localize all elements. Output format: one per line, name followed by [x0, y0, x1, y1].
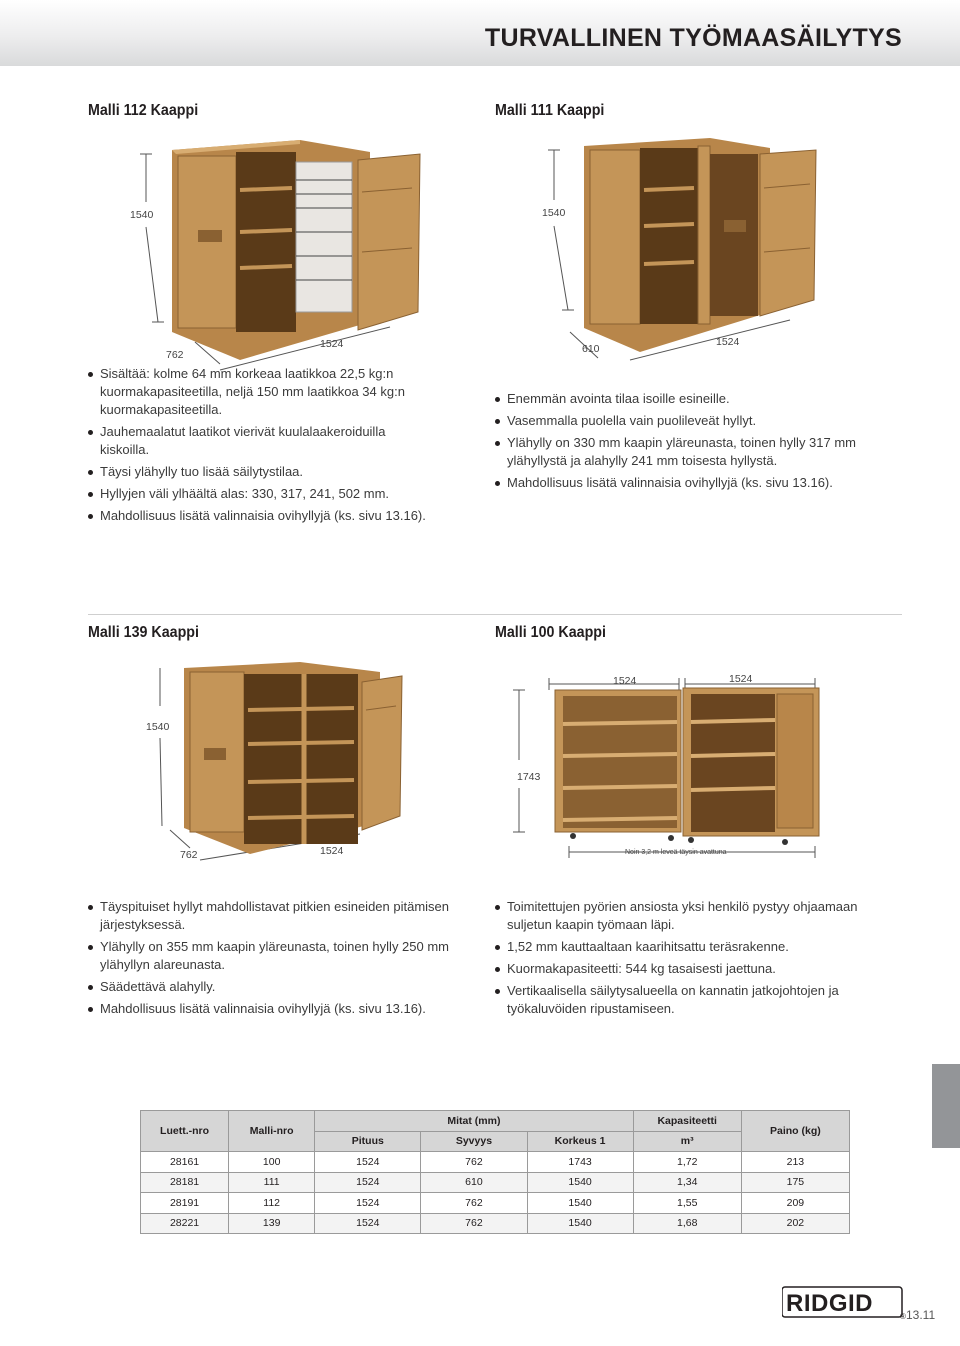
col-weight: Paino (kg)	[741, 1111, 849, 1152]
model-112-features	[88, 365, 428, 529]
table-cell: 1,34	[633, 1172, 741, 1193]
feature-item: Mahdollisuus lisätä valinnaisia ovihyllyjä (ks. sivu 13.16).	[88, 507, 428, 525]
feature-item: Mahdollisuus lisätä valinnaisia ovihyllyjä (ks. sivu 13.16).	[88, 1000, 488, 1018]
model-111-features	[495, 390, 905, 496]
spec-table	[140, 1110, 850, 1234]
col-capacity: Kapasiteetti	[633, 1111, 741, 1132]
dim-height-112: 1540	[130, 209, 154, 221]
model-100-features	[495, 898, 905, 1022]
table-cell: 100	[229, 1152, 315, 1173]
model-100-image	[505, 664, 835, 864]
col-dimensions: Mitat (mm)	[315, 1111, 633, 1132]
dim-height-139: 1540	[146, 721, 170, 733]
col-length: Pituus	[315, 1131, 421, 1152]
dim-width-112: 1524	[320, 338, 344, 350]
table-cell: 762	[421, 1193, 527, 1214]
table-cell: 28181	[141, 1172, 229, 1193]
side-tab-marker	[932, 1064, 960, 1148]
dim-width-139: 1524	[320, 845, 344, 857]
model-139-image	[140, 658, 460, 868]
feature-item: Vasemmalla puolella vain puolileveät hyllyt.	[495, 412, 905, 430]
table-cell: 762	[421, 1213, 527, 1234]
table-cell: 112	[229, 1193, 315, 1214]
dim-width-left-100: 1524	[613, 675, 637, 687]
col-capacity-unit: m³	[633, 1131, 741, 1152]
model-111-heading: Malli 111 Kaappi	[495, 102, 605, 119]
table-cell: 1540	[527, 1172, 633, 1193]
table-cell: 28191	[141, 1193, 229, 1214]
dim-depth-111: 610	[582, 343, 600, 355]
table-cell: 111	[229, 1172, 315, 1193]
model-139-heading: Malli 139 Kaappi	[88, 624, 199, 641]
col-model-no: Malli-nro	[229, 1111, 315, 1152]
table-cell: 1524	[315, 1213, 421, 1234]
table-cell: 1743	[527, 1152, 633, 1173]
table-cell: 1540	[527, 1193, 633, 1214]
table-cell: 762	[421, 1152, 527, 1173]
table-cell: 28161	[141, 1152, 229, 1173]
page-number: 13.11	[906, 1308, 936, 1322]
feature-item: Vertikaalisella säilytysalueella on kannatin jatkojohtojen ja työkaluvöiden ripustamiseen.	[495, 982, 905, 1018]
table-cell: 1,55	[633, 1193, 741, 1214]
table-cell: 1,72	[633, 1152, 741, 1173]
table-cell: 175	[741, 1172, 849, 1193]
col-height: Korkeus 1	[527, 1131, 633, 1152]
table-cell: 1,68	[633, 1213, 741, 1234]
dim-width-111: 1524	[716, 336, 740, 348]
table-cell: 1540	[527, 1213, 633, 1234]
table-cell: 213	[741, 1152, 849, 1173]
dim-depth-112: 762	[166, 349, 184, 361]
table-cell: 1524	[315, 1172, 421, 1193]
page-title: TURVALLINEN TYÖMAASÄILYTYS	[484, 24, 902, 52]
open-width-note-100: Noin 3,2 m leveä täysin avattuna	[625, 849, 727, 856]
table-cell: 28221	[141, 1213, 229, 1234]
feature-item: Ylähylly on 355 mm kaapin yläreunasta, toinen hylly 250 mm ylähyllyn alareunasta.	[88, 938, 488, 974]
model-139-features	[88, 898, 488, 1022]
feature-item: Sisältää: kolme 64 mm korkeaa laatikkoa 22,5 kg:n kuormakapasiteetilla, neljä 150 mm laatikkoa 34 kg:n kuormakapasiteetilla.	[88, 365, 428, 419]
brand-trademark: ®	[900, 1312, 906, 1321]
table-cell: 209	[741, 1193, 849, 1214]
table-row	[141, 1213, 850, 1234]
table-cell: 610	[421, 1172, 527, 1193]
table-cell: 139	[229, 1213, 315, 1234]
table-cell: 1524	[315, 1152, 421, 1173]
table-cell: 202	[741, 1213, 849, 1234]
model-111-image	[510, 132, 860, 372]
model-112-image	[100, 132, 460, 372]
feature-item: Hyllyjen väli ylhäältä alas: 330, 317, 241, 502 mm.	[88, 485, 428, 503]
table-cell: 1524	[315, 1193, 421, 1214]
col-catalog-no: Luett.-nro	[141, 1111, 229, 1152]
brand-name: RIDGID	[786, 1290, 873, 1317]
dim-width-right-100: 1524	[729, 673, 753, 685]
feature-item: Toimitettujen pyörien ansiosta yksi henkilö pystyy ohjaamaan suljetun kaapin työmaan läpi.	[495, 898, 905, 934]
feature-item: Täyspituiset hyllyt mahdollistavat pitkien esineiden pitämisen järjestyksessä.	[88, 898, 488, 934]
feature-item: Kuormakapasiteetti: 544 kg tasaisesti jaettuna.	[495, 960, 905, 978]
feature-item: Jauhemaalatut laatikot vierivät kuulalaakeroiduilla kiskoilla.	[88, 423, 428, 459]
model-100-heading: Malli 100 Kaappi	[495, 624, 606, 641]
table-row	[141, 1172, 850, 1193]
section-divider	[88, 614, 902, 615]
feature-item: Enemmän avointa tilaa isoille esineille.	[495, 390, 905, 408]
table-row	[141, 1152, 850, 1173]
dim-height-111: 1540	[542, 207, 566, 219]
dim-height-100: 1743	[517, 771, 541, 783]
col-depth: Syvyys	[421, 1131, 527, 1152]
dim-depth-139: 762	[180, 849, 198, 861]
model-112-heading: Malli 112 Kaappi	[88, 102, 199, 119]
feature-item: Ylähylly on 330 mm kaapin yläreunasta, toinen hylly 317 mm ylähyllystä ja alahylly 241 mm toisesta hyllystä.	[495, 434, 905, 470]
feature-item: Säädettävä alahylly.	[88, 978, 488, 996]
ridgid-logo	[782, 1285, 908, 1326]
feature-item: Täysi ylähylly tuo lisää säilytystilaa.	[88, 463, 428, 481]
feature-item: 1,52 mm kauttaaltaan kaarihitsattu teräsrakenne.	[495, 938, 905, 956]
table-row	[141, 1193, 850, 1214]
feature-item: Mahdollisuus lisätä valinnaisia ovihyllyjä (ks. sivu 13.16).	[495, 474, 905, 492]
